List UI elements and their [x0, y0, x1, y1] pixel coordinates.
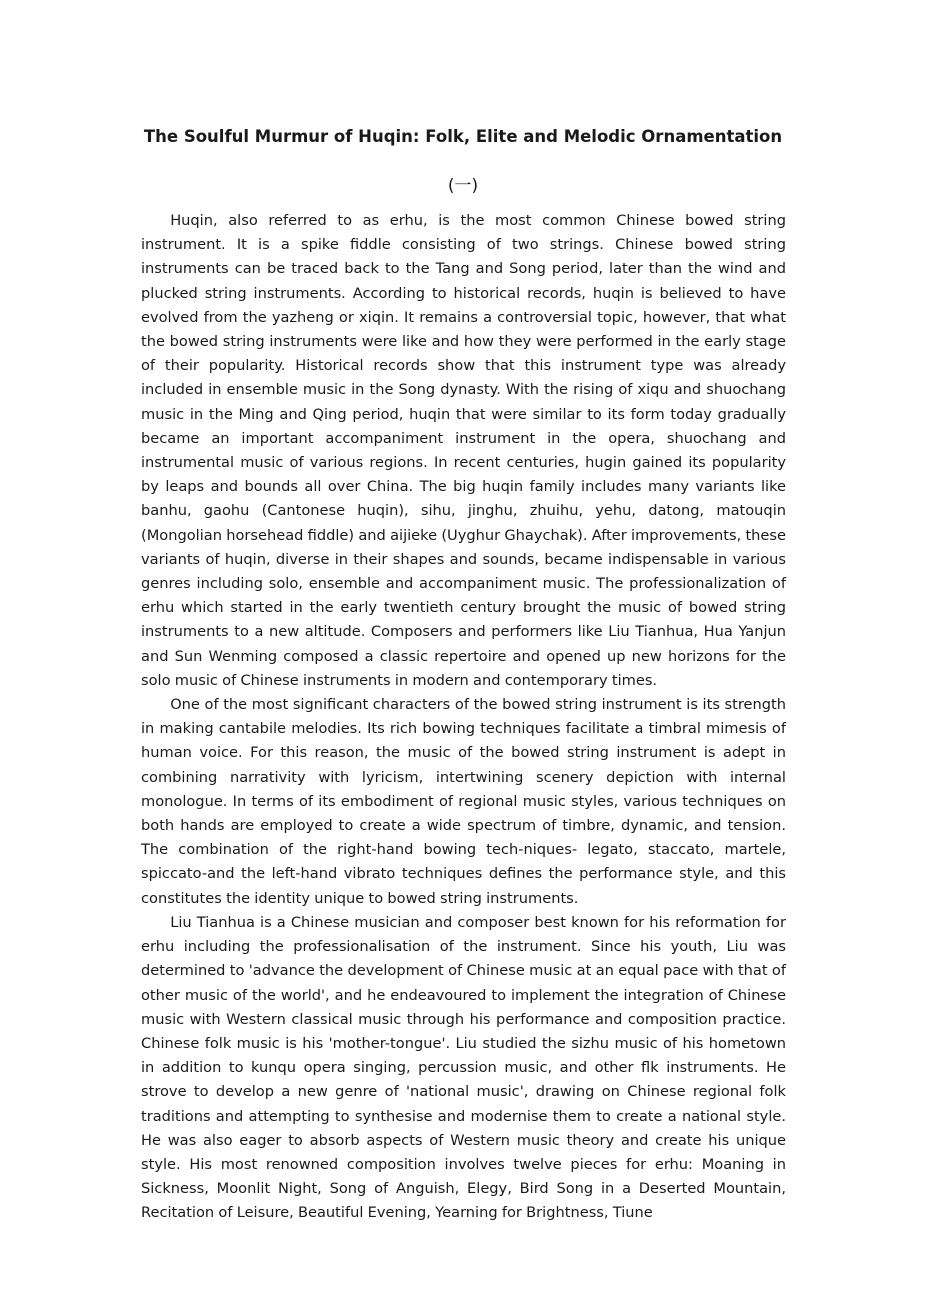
paragraph-2: One of the most significant characters of the bowed string instrument is its strength in making cantabile melodies. Its rich bowing techniques facilitate a timbral mimesis of human voice. For this reason, the music of the bowed string instrument is adept in combining narrativity with lyricism, intertwining scenery depiction with internal monologue. In terms of its embodiment of regional music styles, various techniques on both hands are employed to create a wide spectrum of timbre, dynamic, and tension. The combination of the right-hand bowing tech-niques- legato, staccato, martele, spiccato-and the left-hand vibrato techniques defines the performance style, and this constitutes the identity unique to bowed string instruments.	[141, 696, 786, 907]
paragraph-1: Huqin, also referred to as erhu, is the most common Chinese bowed string instrument. It is a spike fiddle consisting of two strings. Chinese bowed string instruments can be traced back to the Tang and Song period, later than the wind and plucked string instruments. According to historical records, huqin is believed to have evolved from the yazheng or xiqin. It remains a controversial topic, however, that what the bowed string instruments were like and how they were performed in the early stage of their popularity. Historical records show that this instrument type was already included in ensemble music in the Song dynasty. With the rising of xiqu and shuochang music in the Ming and Qing period, huqin that were similar to its form today gradually became an important accompaniment instrument in the opera, shuochang and instrumental music of various regions. In recent centuries, hugin gained its popularity by leaps and bounds all over China. The big huqin family includes many variants like banhu, gaohu (Cantonese huqin), sihu, jinghu, zhuihu, yehu, datong, matouqin (Mongolian horsehead fiddle) and aijieke (Uyghur Ghaychak). After improvements, these variants of huqin, diverse in their shapes and sounds, became indispensable in various genres including solo, ensemble and accompaniment music. The professionalization of erhu which started in the early twentieth century brought the music of bowed string instruments to a new altitude. Composers and performers like Liu Tianhua, Hua Yanjun and Sun Wenming composed a classic repertoire and opened up new horizons for the solo music of Chinese instruments in modern and contemporary times.	[141, 212, 786, 689]
section-marker: (一)	[447, 176, 479, 196]
body-text	[141, 209, 786, 1226]
paragraph-3: Liu Tianhua is a Chinese musician and composer best known for his reformation for erhu including the professionalisation of the instrument. Since his youth, Liu was determined to 'advance the development of Chinese music at an equal pace with that of other music of the world', and he endeavoured to implement the integration of Chinese music with Western classical music through his performance and composition practice. Chinese folk music is his 'mother-tongue'. Liu studied the sizhu music of his hometown in addition to kunqu opera singing, percussion music, and other flk instruments. He strove to develop a new genre of 'national music', drawing on Chinese regional folk traditions and attempting to synthesise and modernise them to create a national style. He was also eager to absorb aspects of Western music theory and create his unique style. His most renowned composition involves twelve pieces for erhu: Moaning in Sickness, Moonlit Night, Song of Anguish, Elegy, Bird Song in a Deserted Mountain, Recitation of Leisure, Beautiful Evening, Yearning for Brightness, Tiune	[141, 913, 786, 1222]
document-title: The Soulful Murmur of Huqin: Folk, Elite and Melodic Ornamentation	[143, 127, 783, 146]
